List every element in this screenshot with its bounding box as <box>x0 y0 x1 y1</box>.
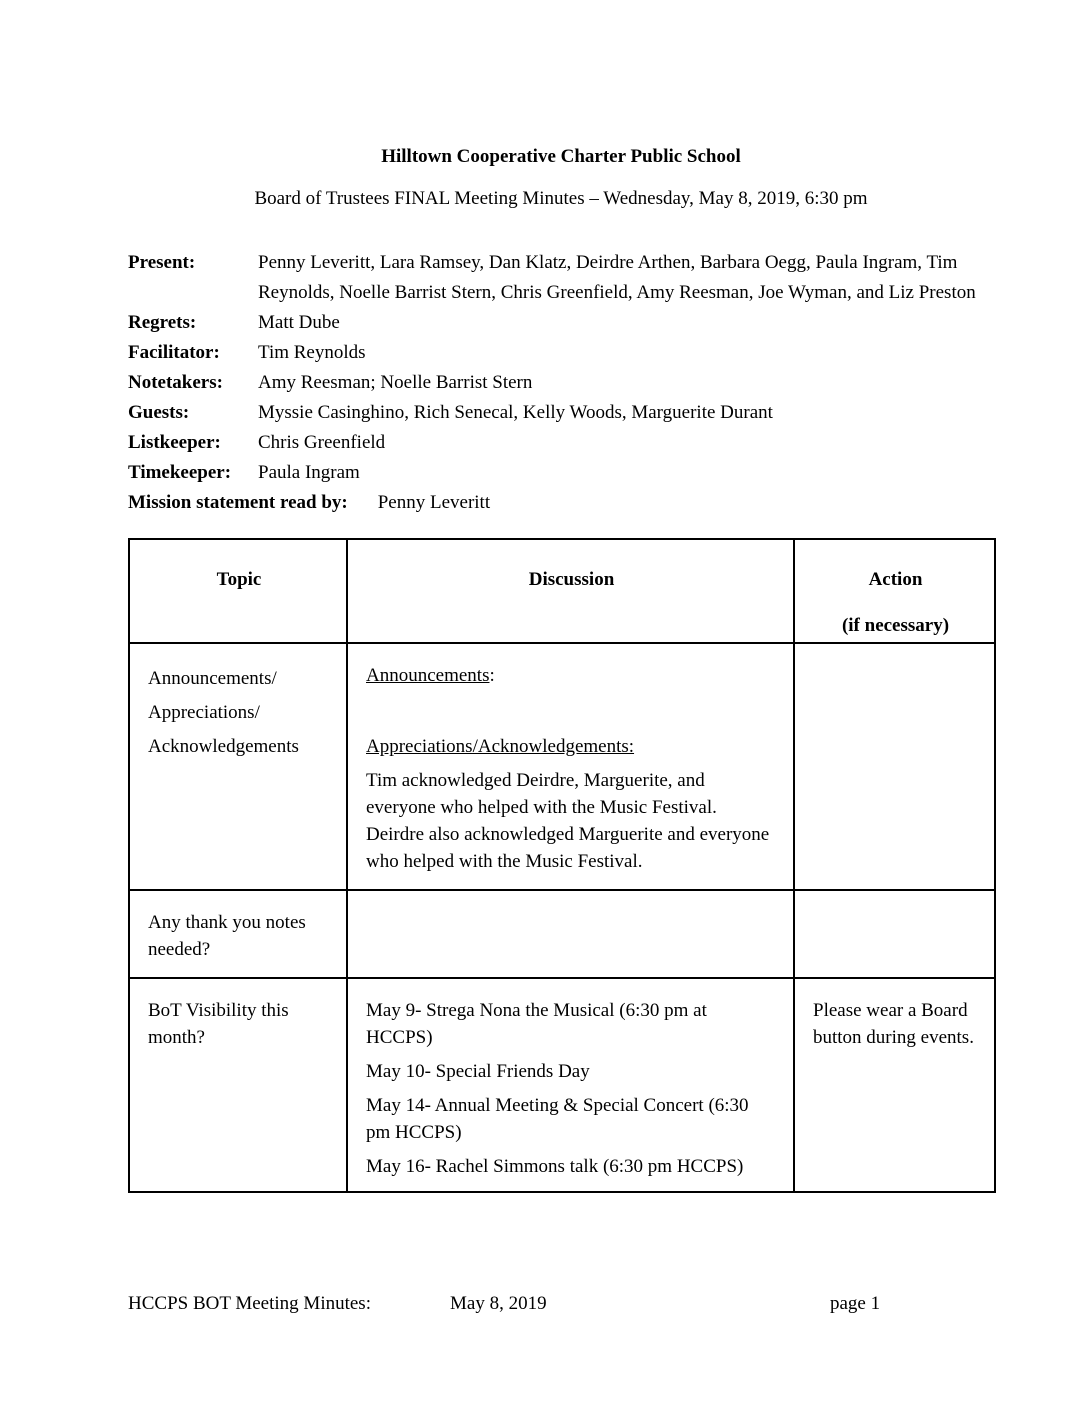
table-row-announcements <box>129 643 995 890</box>
roster-row-mission-statement <box>128 488 994 518</box>
footer-date: May 8, 2019 <box>450 1293 547 1314</box>
discussion-paragraph: Tim acknowledged Deirdre, Marguerite, and everyone who helped with the Music Festival. Deirdre also acknowledged Marguerite and everyone who helped with the Music Festival. <box>366 770 770 872</box>
action-cell <box>794 643 995 890</box>
discussion-cell <box>347 890 794 978</box>
roster-label: Present: <box>128 252 196 273</box>
discussion-item: May 16- Rachel Simmons talk (6:30 pm HCCPS) <box>366 1156 744 1177</box>
topic-cell <box>129 643 347 890</box>
roster-label: Mission statement read by: <box>128 492 348 513</box>
topic-line: Acknowledgements <box>148 736 299 757</box>
discussion-item: May 10- Special Friends Day <box>366 1061 590 1082</box>
roster-row-guests <box>128 398 994 428</box>
underlined-heading-text: Appreciations/Acknowledgements: <box>366 736 635 757</box>
table-row-thank-you-notes <box>129 890 995 978</box>
discussion-heading-appreciations <box>366 733 777 760</box>
column-header-topic: Topic <box>129 539 347 643</box>
action-cell <box>794 890 995 978</box>
roster-label: Notetakers: <box>128 372 223 393</box>
roster-row-facilitator <box>128 338 994 368</box>
attendance-roster <box>128 248 994 518</box>
action-cell: Please wear a Board button during events. <box>794 978 995 1192</box>
roster-label: Timekeeper: <box>128 462 232 483</box>
column-header-action-line2: (if necessary) <box>841 615 950 636</box>
roster-value: Myssie Casinghino, Rich Senecal, Kelly Woods, Marguerite Durant <box>258 402 773 423</box>
roster-row-notetakers <box>128 368 994 398</box>
roster-row-listkeeper <box>128 428 994 458</box>
discussion-item: May 9- Strega Nona the Musical (6:30 pm at HCCPS) <box>366 1000 707 1048</box>
roster-value: Penny Leveritt, Lara Ramsey, Dan Klatz, Deirdre Arthen, Barbara Oegg, Paula Ingram, Tim Reynolds, Noelle Barrist Stern, Chris Greenfield, Amy Reesman, Joe Wyman, and Liz Preston <box>258 252 976 303</box>
footer-label: HCCPS BOT Meeting Minutes: <box>128 1293 371 1314</box>
column-header-discussion: Discussion <box>347 539 794 643</box>
roster-label: Regrets: <box>128 312 197 333</box>
roster-value: Chris Greenfield <box>258 432 386 453</box>
table-row-bot-visibility <box>129 978 995 1192</box>
roster-label: Listkeeper: <box>128 432 221 453</box>
footer-page-number: page 1 <box>830 1293 881 1314</box>
topic-cell: BoT Visibility this month? <box>129 978 347 1192</box>
discussion-cell <box>347 978 794 1192</box>
column-header-action-line1: Action <box>868 569 923 590</box>
roster-row-present <box>128 248 994 308</box>
roster-value: Penny Leveritt <box>377 492 491 513</box>
document-subtitle: Board of Trustees FINAL Meeting Minutes – Wednesday, May 8, 2019, 6:30 pm <box>254 188 868 209</box>
minutes-table <box>128 538 996 1193</box>
underlined-heading-text: Announcements <box>366 665 490 686</box>
roster-label: Guests: <box>128 402 190 423</box>
roster-label: Facilitator: <box>128 342 220 363</box>
roster-value: Matt Dube <box>258 312 340 333</box>
discussion-item: May 14- Annual Meeting & Special Concert (6:30 pm HCCPS) <box>366 1095 749 1143</box>
page-footer <box>128 1293 994 1315</box>
discussion-heading-announcements <box>366 662 777 689</box>
column-header-action <box>794 539 995 643</box>
roster-value: Paula Ingram <box>258 462 360 483</box>
roster-value: Amy Reesman; Noelle Barrist Stern <box>258 372 533 393</box>
discussion-cell <box>347 643 794 890</box>
topic-line: Announcements/ <box>148 668 277 689</box>
roster-value: Tim Reynolds <box>258 342 366 363</box>
topic-cell: Any thank you notes needed? <box>129 890 347 978</box>
document-content <box>128 0 994 1193</box>
roster-row-regrets <box>128 308 994 338</box>
roster-row-timekeeper <box>128 458 994 488</box>
topic-line: Appreciations/ <box>148 702 260 723</box>
table-header-row <box>129 539 995 643</box>
heading-suffix: : <box>489 665 495 686</box>
document-title: Hilltown Cooperative Charter Public School <box>381 146 741 167</box>
